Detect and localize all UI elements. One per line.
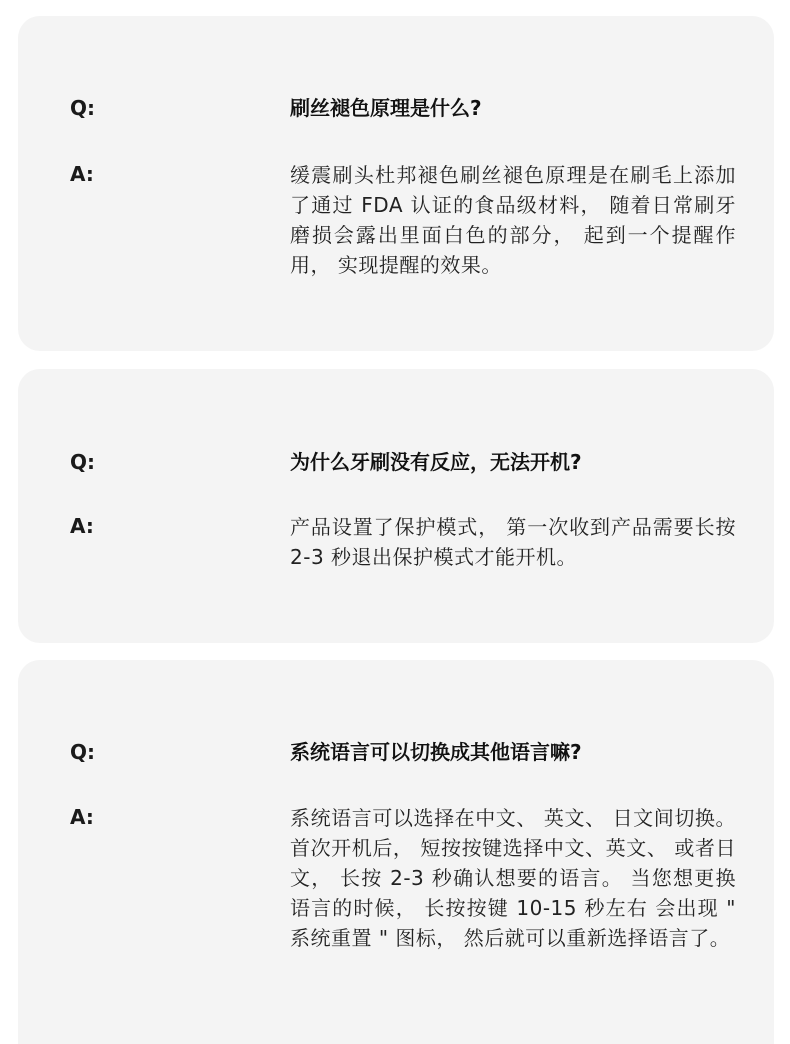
faq-card [18,369,774,643]
question-text: 为什么牙刷没有反应，无法开机? [290,450,582,474]
answer-text: 系统语言可以选择在中文、 英文、 日文间切换。 首次开机后， 短按按键选择中文、英文、 或者日文， 长按 2-3 秒确认想要的语言。 当您想更换语言的时候， 长按按键 10-15 秒左右 会出现 " 系统重置 " 图标， 然后就可以重新选择语言了。 [290,806,736,950]
answer-text: 产品设置了保护模式， 第一次收到产品需要长按 2-3 秒退出保护模式才能开机。 [290,515,736,569]
question-label: Q: [70,740,95,764]
answer-text: 缓震刷头杜邦褪色刷丝褪色原理是在刷毛上添加了通过 FDA 认证的食品级材料， 随着日常刷牙磨损会露出里面白色的部分， 起到一个提醒作用， 实现提醒的效果。 [290,163,736,277]
answer-label: A: [70,805,94,829]
answer-label: A: [70,162,94,186]
question-text: 系统语言可以切换成其他语言嘛? [290,740,582,764]
answer-label: A: [70,514,94,538]
faq-card [18,16,774,351]
question-text: 刷丝褪色原理是什么? [290,96,482,120]
faq-card [18,660,774,1044]
question-label: Q: [70,450,95,474]
question-label: Q: [70,96,95,120]
